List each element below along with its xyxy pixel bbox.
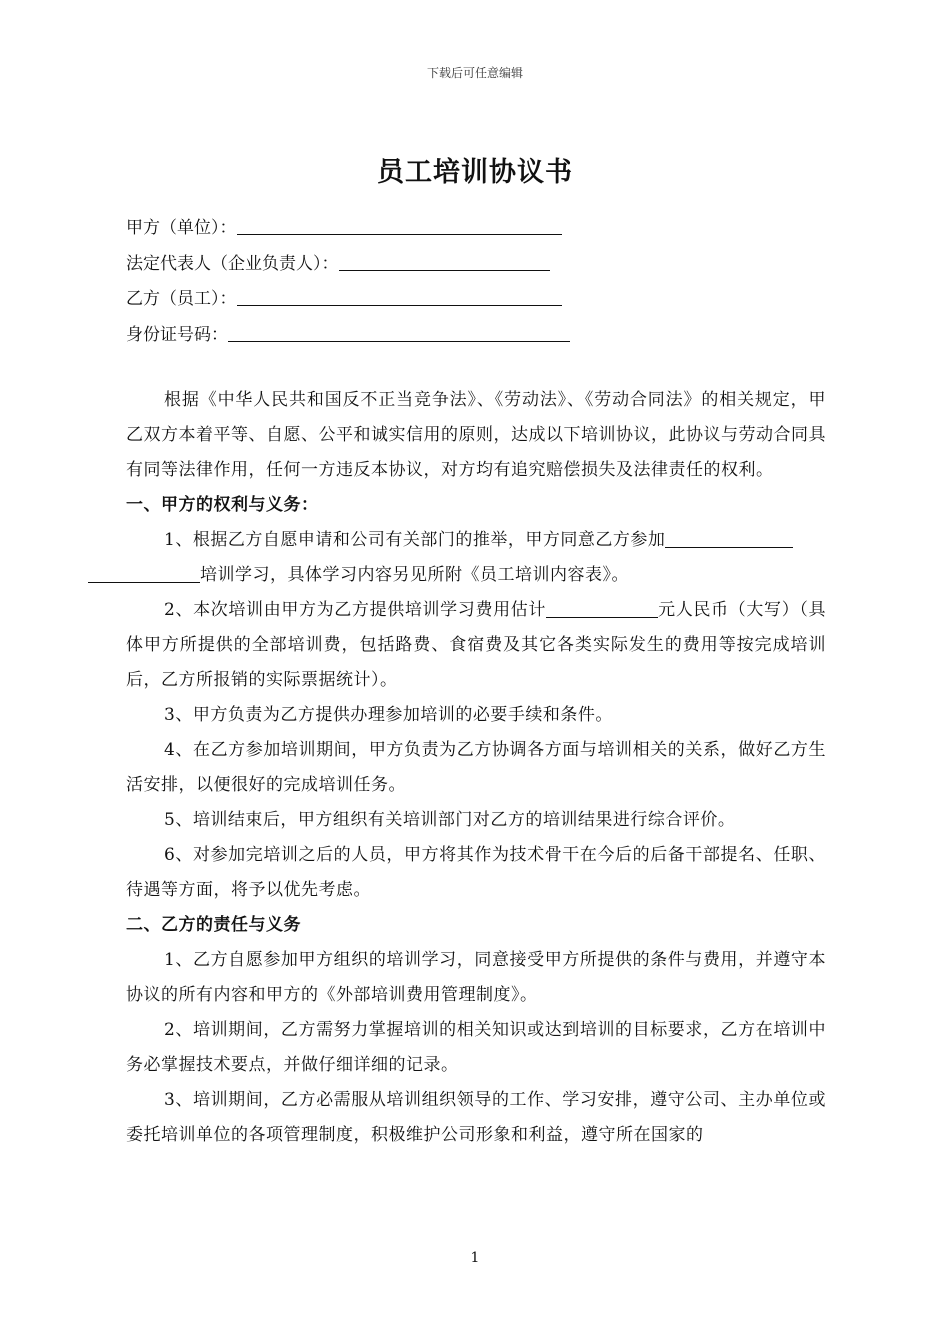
header-note: 下载后可任意编辑 [426,66,523,80]
section1-item2: 2、本次培训由甲方为乙方提供培训学习费用估计 元人民币（大写）（具体甲方所提供的全部培训费，包括路费、食宿费及其它各类实际发生的费用等按完成培训后，乙方所报销的实际票据统计）。 [126,593,826,698]
blank-line[interactable] [88,562,200,583]
section1-item3: 3、甲方负责为乙方提供办理参加培训的必要手续和条件。 [164,705,613,725]
blank-line[interactable] [228,323,570,342]
field-label: 法定代表人（企业负责人）： [126,254,339,274]
blank-line[interactable] [665,527,793,548]
field-id-number [126,323,570,347]
section2-item1: 1、乙方自愿参加甲方组织的培训学习，同意接受甲方所提供的条件与费用，并遵守本协议的所有内容和甲方的《外部培训费用管理制度》。 [126,950,826,1005]
field-label: 甲方（单位）： [126,218,237,238]
section1-item1: 1、根据乙方自愿申请和公司有关部门的推举，甲方同意乙方参加 培训学习，具体学习内容另见所附《员工培训内容表》。 [126,523,826,593]
section2-heading: 二、乙方的责任与义务 [126,915,301,935]
blank-line[interactable] [237,287,562,306]
blank-line[interactable] [339,252,550,271]
field-legal-rep [126,252,550,276]
section1-item5: 5、培训结束后，甲方组织有关培训部门对乙方的培训结果进行综合评价。 [164,810,736,830]
field-label: 乙方（员工）： [126,289,237,309]
blank-line[interactable] [546,597,658,618]
section1-item4: 4、在乙方参加培训期间，甲方负责为乙方协调各方面与培训相关的关系，做好乙方生活安排，以便很好的完成培训任务。 [126,740,826,795]
section2-item2: 2、培训期间，乙方需努力掌握培训的相关知识或达到培训的目标要求，乙方在培训中务必掌握技术要点，并做仔细详细的记录。 [126,1020,826,1075]
field-label: 身份证号码： [126,325,228,345]
agreement-body [126,383,826,1153]
intro-paragraph: 根据《中华人民共和国反不正当竞争法》、《劳动法》、《劳动合同法》的相关规定，甲乙双方本着平等、自愿、公平和诚实信用的原则，达成以下培训协议，此协议与劳动合同具有同等法律作用，任何一方违反本协议，对方均有追究赔偿损失及法律责任的权利。 [126,390,826,480]
blank-line[interactable] [237,216,562,235]
section1-heading: 一、甲方的权利与义务： [126,495,319,515]
document-title: 员工培训协议书 [377,157,573,188]
section1-item6: 6、对参加完培训之后的人员，甲方将其作为技术骨干在今后的后备干部提名、任职、待遇等方面，将予以优先考虑。 [126,845,826,900]
field-party-b [126,287,562,311]
page-number: 1 [470,1250,480,1266]
field-party-a [126,216,562,240]
section2-item3: 3、培训期间，乙方必需服从培训组织领导的工作、学习安排，遵守公司、主办单位或委托培训单位的各项管理制度，积极维护公司形象和利益，遵守所在国家的 [126,1090,826,1145]
